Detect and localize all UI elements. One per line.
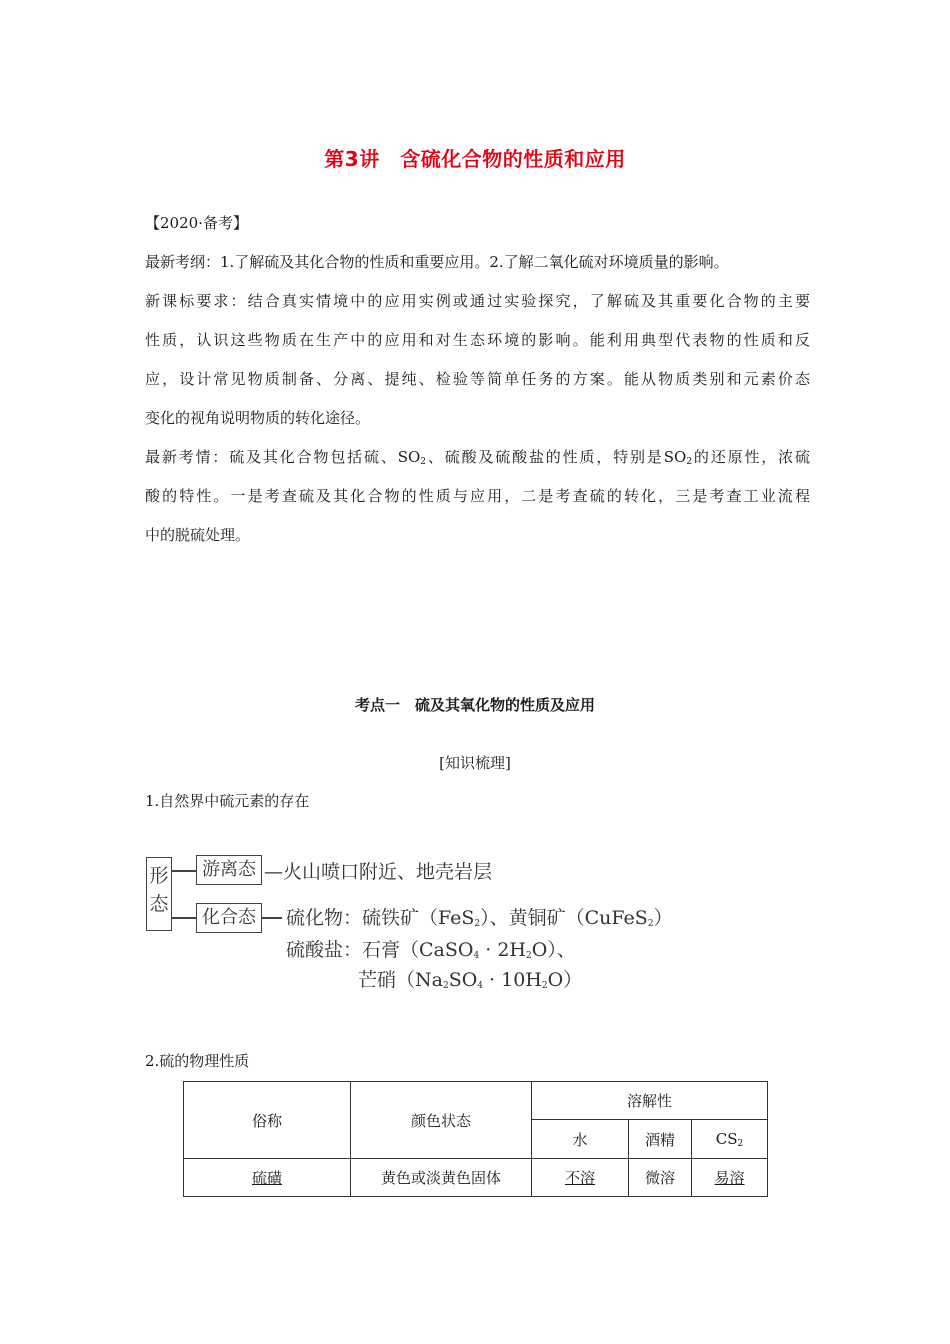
header-water: 水 bbox=[532, 1120, 629, 1159]
free-state-text: —火山喷口附近、地壳岩层 bbox=[264, 861, 493, 883]
trend-line: 中的脱硫处理。 bbox=[145, 526, 251, 544]
sulfur-existence-diagram bbox=[146, 853, 673, 1003]
trend-line: 最新考情：硫及其化合物包括硫、$SO_2$、硫酸及硫酸盐的性质，特别是$SO_2$的还原性，浓硫 bbox=[145, 448, 810, 467]
cell-alcohol: 微溶 bbox=[629, 1159, 692, 1197]
header-color-state: 颜色状态 bbox=[351, 1082, 532, 1159]
intro-line: 变化的视角说明物质的转化途径。 bbox=[145, 409, 371, 427]
cell-common-name: 硫磺 bbox=[184, 1159, 351, 1197]
header-solubility: 溶解性 bbox=[532, 1082, 768, 1120]
item-heading: 1.自然界中硫元素的存在 bbox=[145, 792, 310, 810]
intro-line: 新课标要求：结合真实情境中的应用实例或通过实验探究，了解硫及其重要化合物的主要 bbox=[145, 292, 810, 310]
sulfate-text: 硫酸盐：石膏（CaSO$_4$ · $2H_2O$）、 bbox=[286, 939, 576, 961]
intro-tag: 【2020·备考】 bbox=[145, 214, 248, 232]
header-alcohol: 酒精 bbox=[629, 1120, 692, 1159]
form-box bbox=[146, 857, 172, 931]
cell-water: 不溶 bbox=[532, 1159, 629, 1197]
header-common-name: 俗称 bbox=[184, 1082, 351, 1159]
free-state-box: 游离态 bbox=[196, 855, 262, 885]
trend-line: 酸的特性。一是考查硫及其化合物的性质与应用，二是考查硫的转化，三是考查工业流程 bbox=[145, 487, 810, 505]
connector-line bbox=[172, 870, 196, 872]
sulfur-properties-table bbox=[183, 1081, 768, 1197]
form-char: 形 bbox=[149, 865, 169, 887]
intro-line: 最新考纲：1.了解硫及其化合物的性质和重要应用。2.了解二氧化硫对环境质量的影响。 bbox=[145, 253, 729, 271]
sulfide-text: 硫化物：硫铁矿（FeS$_2$）、黄铜矿（CuFeS$_2$） bbox=[286, 907, 673, 929]
intro-line: 性质，认识这些物质在生产中的应用和对生态环境的影响。能利用典型代表物的性质和反 bbox=[145, 331, 810, 349]
page-title: 第3讲 含硫化合物的性质和应用 bbox=[324, 147, 626, 171]
section-title: 考点一 硫及其氧化物的性质及应用 bbox=[354, 696, 595, 714]
cell-cs2: 易溶 bbox=[692, 1159, 768, 1197]
mirabilite-text: 芒硝$(Na_2SO_4 \cdot 10H_2O)$ bbox=[358, 969, 583, 991]
form-char: 态 bbox=[149, 893, 169, 915]
connector-line bbox=[172, 917, 196, 919]
combined-state-box: 化合态 bbox=[196, 903, 262, 933]
intro-line: 应，设计常见物质制备、分离、提纯、检验等简单任务的方案。能从物质类别和元素价态 bbox=[145, 370, 810, 388]
item-heading: 2.硫的物理性质 bbox=[145, 1052, 250, 1070]
header-cs2: $CS_2$ bbox=[692, 1120, 768, 1159]
connector-line bbox=[262, 917, 282, 919]
cell-color-state: 黄色或淡黄色固体 bbox=[351, 1159, 532, 1197]
section-subtitle: [知识梳理] bbox=[439, 754, 511, 772]
table-row bbox=[184, 1159, 768, 1197]
